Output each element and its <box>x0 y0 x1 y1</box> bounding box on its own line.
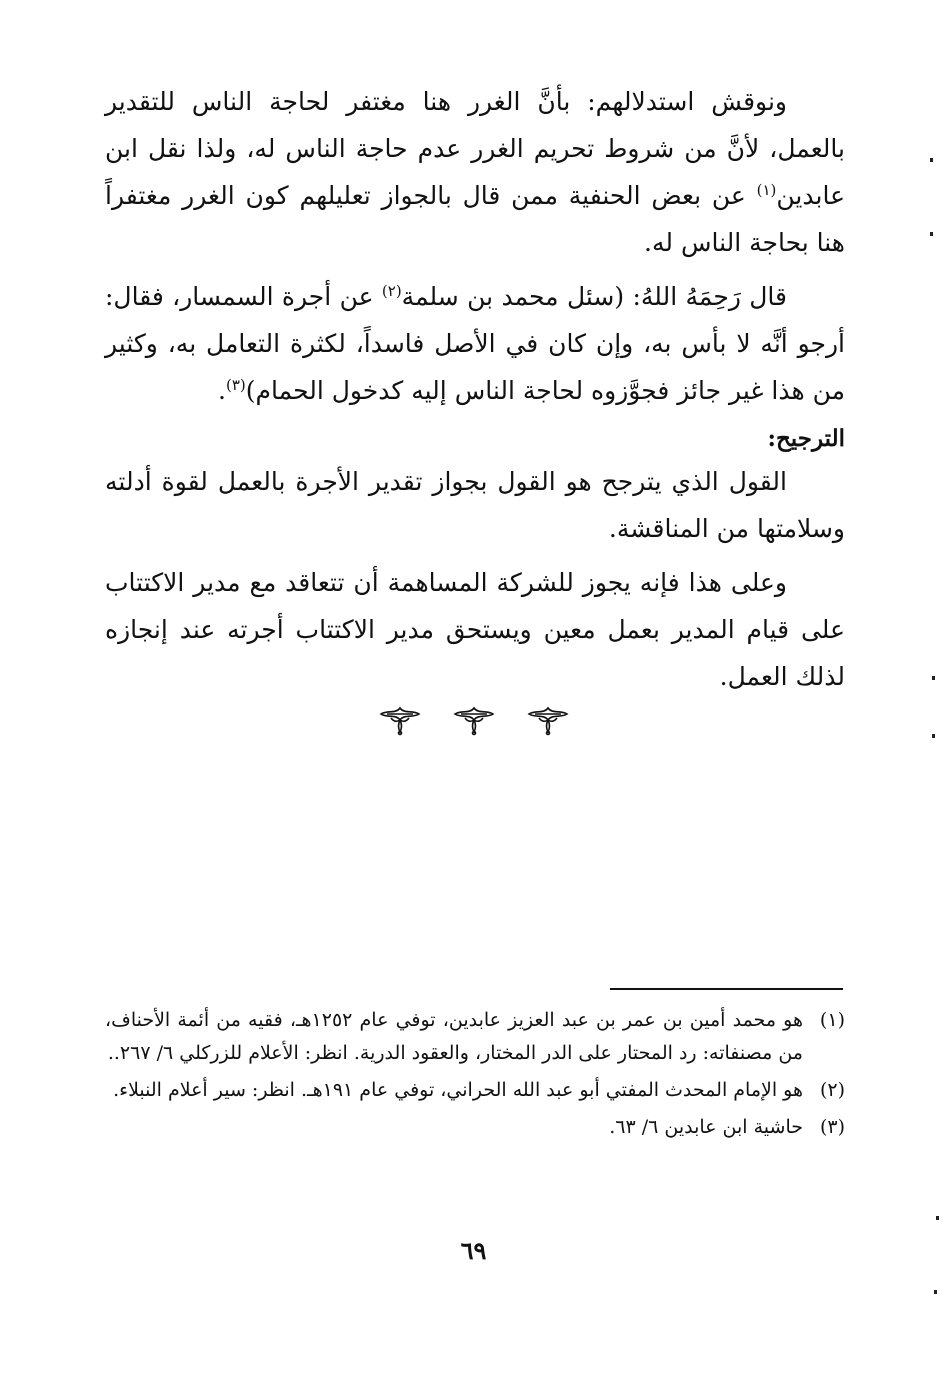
scan-speck <box>930 158 933 162</box>
footnote-text: هو محمد أمين بن عمر بن عبد العزيز عابدين، توفي عام ١٢٥٢هـ، فقيه من أئمة الأحناف، من مصنفاته: رد المحتار على الدر المختار، والعقود الدرية. انظر: الأعلام للزركلي ٦/ ٢٦٧.. <box>105 1009 803 1064</box>
paragraph-ruling: وعلى هذا فإنه يجوز للشركة المساهمة أن تتعاقد مع مدير الاكتتاب على قيام المدير بعمل معين ويستحق مدير الاكتتاب أجرته عند إنجازه لذلك العمل. <box>105 568 845 691</box>
scan-speck <box>936 1216 939 1220</box>
paragraph-text: قال رَحِمَهُ اللهُ: (سئل محمد بن سلمة <box>401 282 787 311</box>
footnote-number: (٢) <box>819 1079 845 1101</box>
footnote-number: (١) <box>819 1009 845 1031</box>
paragraph-text: عن بعض الحنفية ممن قال بالجواز تعليلهم كون الغرر مغتفراً هنا بحاجة الناس له. <box>105 181 845 257</box>
page-number: ٦٩ <box>460 1236 487 1265</box>
paragraph-conclusion: القول الذي يترجح هو القول بجواز تقدير الأجرة بالعمل لقوة أدلته وسلامتها من المناقشة. <box>105 467 845 543</box>
paragraph-discussion <box>105 78 845 266</box>
floral-divider-icon <box>377 704 423 736</box>
footnote-number: (٣) <box>819 1116 845 1138</box>
scan-speck <box>930 232 933 236</box>
scan-speck <box>932 734 935 738</box>
footnote-1 <box>105 1004 845 1070</box>
scan-speck <box>934 1290 937 1294</box>
scan-speck <box>932 676 935 680</box>
footnote-ref-1[interactable]: (١) <box>756 181 777 199</box>
floral-divider-icon <box>525 704 571 736</box>
footnote-text: هو الإمام المحدث المفتي أبو عبد الله الحراني، توفي عام ١٩١هـ. انظر: سير أعلام النبلاء. <box>113 1079 803 1101</box>
footnote-text: حاشية ابن عابدين ٦/ ٦٣. <box>609 1116 803 1138</box>
footnote-separator <box>610 988 843 990</box>
footnote-3 <box>105 1111 845 1144</box>
section-divider <box>0 704 947 744</box>
footnote-ref-2[interactable]: (٢) <box>381 282 402 300</box>
footnotes <box>105 1004 845 1148</box>
section-heading: الترجيح: <box>767 425 845 452</box>
footnote-ref-3[interactable]: (٣) <box>226 376 246 394</box>
main-text <box>105 78 845 700</box>
footnote-2 <box>105 1074 845 1107</box>
paragraph-text: عن أجرة السمسار، فقال: أرجو أنَّه لا بأس به، وإن كان في الأصل فاسداً، لكثرة التعامل به، وكثير من هذا غير جائز فجوَّزوه لحاجة الناس إليه كدخول الحمام) <box>105 282 845 405</box>
paragraph-text: ونوقش استدلالهم: بأنَّ الغرر هنا مغتفر لحاجة الناس للتقدير بالعمل، لأنَّ من شروط تحريم الغرر عدم حاجة الناس له، ولذا نقل ابن عابدين <box>105 87 845 210</box>
paragraph-text: . <box>218 376 226 405</box>
paragraph-quote <box>105 273 845 414</box>
floral-divider-icon <box>451 704 497 736</box>
